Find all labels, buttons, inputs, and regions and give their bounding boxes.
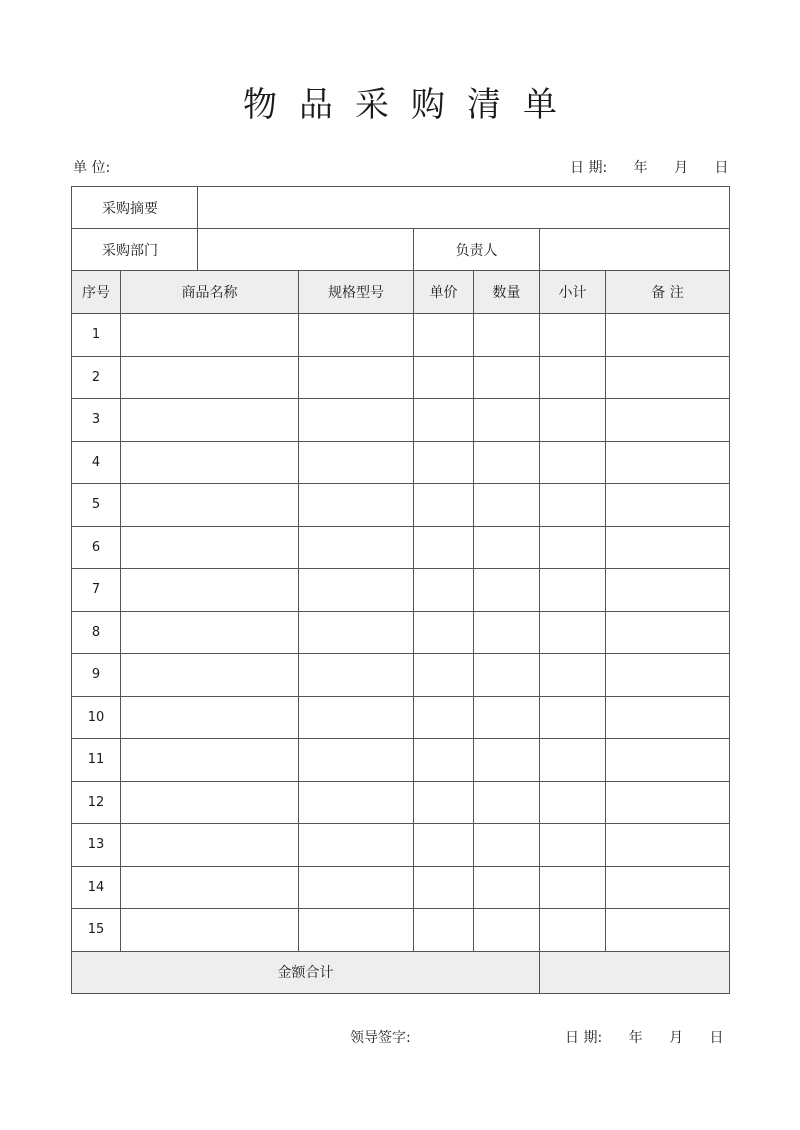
unit-price-cell[interactable] [414,866,474,909]
header-date-label: 日 期: [570,160,608,176]
product-name-cell[interactable] [121,696,299,739]
spec-cell[interactable] [299,484,414,527]
subtotal-cell[interactable] [540,399,606,442]
remark-cell[interactable] [606,526,730,569]
subtotal-cell[interactable] [540,484,606,527]
remark-cell[interactable] [606,314,730,357]
footer-year-label: 年 [628,1030,643,1046]
subtotal-cell[interactable] [540,781,606,824]
row-number: 9 [72,654,121,697]
subtotal-cell[interactable] [540,824,606,867]
unit-price-cell[interactable] [414,739,474,782]
remark-cell[interactable] [606,484,730,527]
remark-cell[interactable] [606,781,730,824]
spec-cell[interactable] [299,909,414,952]
subtotal-cell[interactable] [540,654,606,697]
table-row [72,314,730,357]
product-name-cell[interactable] [121,611,299,654]
product-name-cell[interactable] [121,866,299,909]
unit-price-cell[interactable] [414,314,474,357]
header-date-field[interactable] [570,158,729,178]
table-row [72,654,730,697]
spec-cell[interactable] [299,781,414,824]
table-row [72,611,730,654]
summary-input[interactable] [198,187,730,229]
product-name-cell[interactable] [121,314,299,357]
unit-price-cell[interactable] [414,654,474,697]
subtotal-cell[interactable] [540,526,606,569]
table-row [72,696,730,739]
unit-price-cell[interactable] [414,824,474,867]
subtotal-cell[interactable] [540,866,606,909]
product-name-cell[interactable] [121,739,299,782]
row-number: 3 [72,399,121,442]
subtotal-cell[interactable] [540,909,606,952]
total-label: 金额合计 [72,951,540,993]
unit-price-cell[interactable] [414,484,474,527]
summary-label: 采购摘要 [72,187,198,229]
footer-month-label: 月 [669,1030,684,1046]
table-row [72,824,730,867]
unit-price-cell[interactable] [414,441,474,484]
unit-price-cell[interactable] [414,696,474,739]
header-year-label: 年 [633,160,648,176]
row-number: 11 [72,739,121,782]
column-header-row [72,271,730,314]
column-header-remark: 备 注 [606,271,730,314]
row-number: 15 [72,909,121,952]
manager-label: 负责人 [414,229,540,271]
department-input[interactable] [198,229,414,271]
remark-cell[interactable] [606,569,730,612]
column-header-name: 商品名称 [121,271,299,314]
quantity-cell[interactable] [474,866,540,909]
spec-cell[interactable] [299,356,414,399]
remark-cell[interactable] [606,399,730,442]
spec-cell[interactable] [299,611,414,654]
row-number: 14 [72,866,121,909]
footer-date-field[interactable] [565,1028,724,1048]
quantity-cell[interactable] [474,399,540,442]
footer-day-label: 日 [709,1030,724,1046]
spec-cell[interactable] [299,824,414,867]
quantity-cell[interactable] [474,739,540,782]
remark-cell[interactable] [606,909,730,952]
row-number: 1 [72,314,121,357]
product-name-cell[interactable] [121,569,299,612]
table-row [72,484,730,527]
subtotal-cell[interactable] [540,314,606,357]
subtotal-cell[interactable] [540,739,606,782]
remark-cell[interactable] [606,356,730,399]
table-row [72,866,730,909]
row-number: 6 [72,526,121,569]
subtotal-cell[interactable] [540,611,606,654]
product-name-cell[interactable] [121,824,299,867]
unit-price-cell[interactable] [414,611,474,654]
subtotal-cell[interactable] [540,696,606,739]
quantity-cell[interactable] [474,441,540,484]
spec-cell[interactable] [299,696,414,739]
product-name-cell[interactable] [121,526,299,569]
header-month-label: 月 [674,160,689,176]
quantity-cell[interactable] [474,696,540,739]
product-name-cell[interactable] [121,356,299,399]
signature-field[interactable] [350,1028,411,1048]
remark-cell[interactable] [606,654,730,697]
quantity-cell[interactable] [474,314,540,357]
remark-cell[interactable] [606,441,730,484]
row-number: 5 [72,484,121,527]
product-name-cell[interactable] [121,484,299,527]
table-row [72,781,730,824]
spec-cell[interactable] [299,866,414,909]
quantity-cell[interactable] [474,569,540,612]
table-row [72,739,730,782]
table-row [72,569,730,612]
unit-field[interactable] [73,158,110,178]
unit-price-cell[interactable] [414,569,474,612]
spec-cell[interactable] [299,314,414,357]
quantity-cell[interactable] [474,356,540,399]
remark-cell[interactable] [606,696,730,739]
row-number: 8 [72,611,121,654]
table-row [72,909,730,952]
signature-label: 领导签字: [350,1030,411,1046]
table-row [72,526,730,569]
table-row [72,441,730,484]
remark-cell[interactable] [606,824,730,867]
spec-cell[interactable] [299,739,414,782]
table-row [72,399,730,442]
manager-input[interactable] [540,229,730,271]
summary-row [72,187,730,229]
product-name-cell[interactable] [121,399,299,442]
column-header-no: 序号 [72,271,121,314]
spec-cell[interactable] [299,569,414,612]
unit-label: 单 位: [73,160,111,176]
remark-cell[interactable] [606,866,730,909]
table-row [72,356,730,399]
quantity-cell[interactable] [474,654,540,697]
product-name-cell[interactable] [121,781,299,824]
spec-cell[interactable] [299,526,414,569]
row-number: 4 [72,441,121,484]
header-day-label: 日 [714,160,729,176]
unit-price-cell[interactable] [414,356,474,399]
product-name-cell[interactable] [121,441,299,484]
item-rows [72,314,730,952]
quantity-cell[interactable] [474,824,540,867]
column-header-price: 单价 [414,271,474,314]
department-row [72,229,730,271]
remark-cell[interactable] [606,739,730,782]
column-header-subtotal: 小计 [540,271,606,314]
quantity-cell[interactable] [474,484,540,527]
form-title: 物品采购清单 [243,85,579,125]
purchase-table [71,186,730,994]
row-number: 10 [72,696,121,739]
total-input[interactable] [540,951,730,993]
quantity-cell[interactable] [474,781,540,824]
column-header-spec: 规格型号 [299,271,414,314]
quantity-cell[interactable] [474,611,540,654]
row-number: 7 [72,569,121,612]
department-label: 采购部门 [72,229,198,271]
row-number: 12 [72,781,121,824]
subtotal-cell[interactable] [540,356,606,399]
subtotal-cell[interactable] [540,569,606,612]
unit-price-cell[interactable] [414,526,474,569]
quantity-cell[interactable] [474,526,540,569]
spec-cell[interactable] [299,654,414,697]
subtotal-cell[interactable] [540,441,606,484]
row-number: 2 [72,356,121,399]
spec-cell[interactable] [299,441,414,484]
product-name-cell[interactable] [121,654,299,697]
quantity-cell[interactable] [474,909,540,952]
total-row [72,951,730,993]
unit-price-cell[interactable] [414,781,474,824]
row-number: 13 [72,824,121,867]
product-name-cell[interactable] [121,909,299,952]
footer-date-label: 日 期: [565,1030,603,1046]
unit-price-cell[interactable] [414,909,474,952]
spec-cell[interactable] [299,399,414,442]
column-header-qty: 数量 [474,271,540,314]
remark-cell[interactable] [606,611,730,654]
unit-price-cell[interactable] [414,399,474,442]
